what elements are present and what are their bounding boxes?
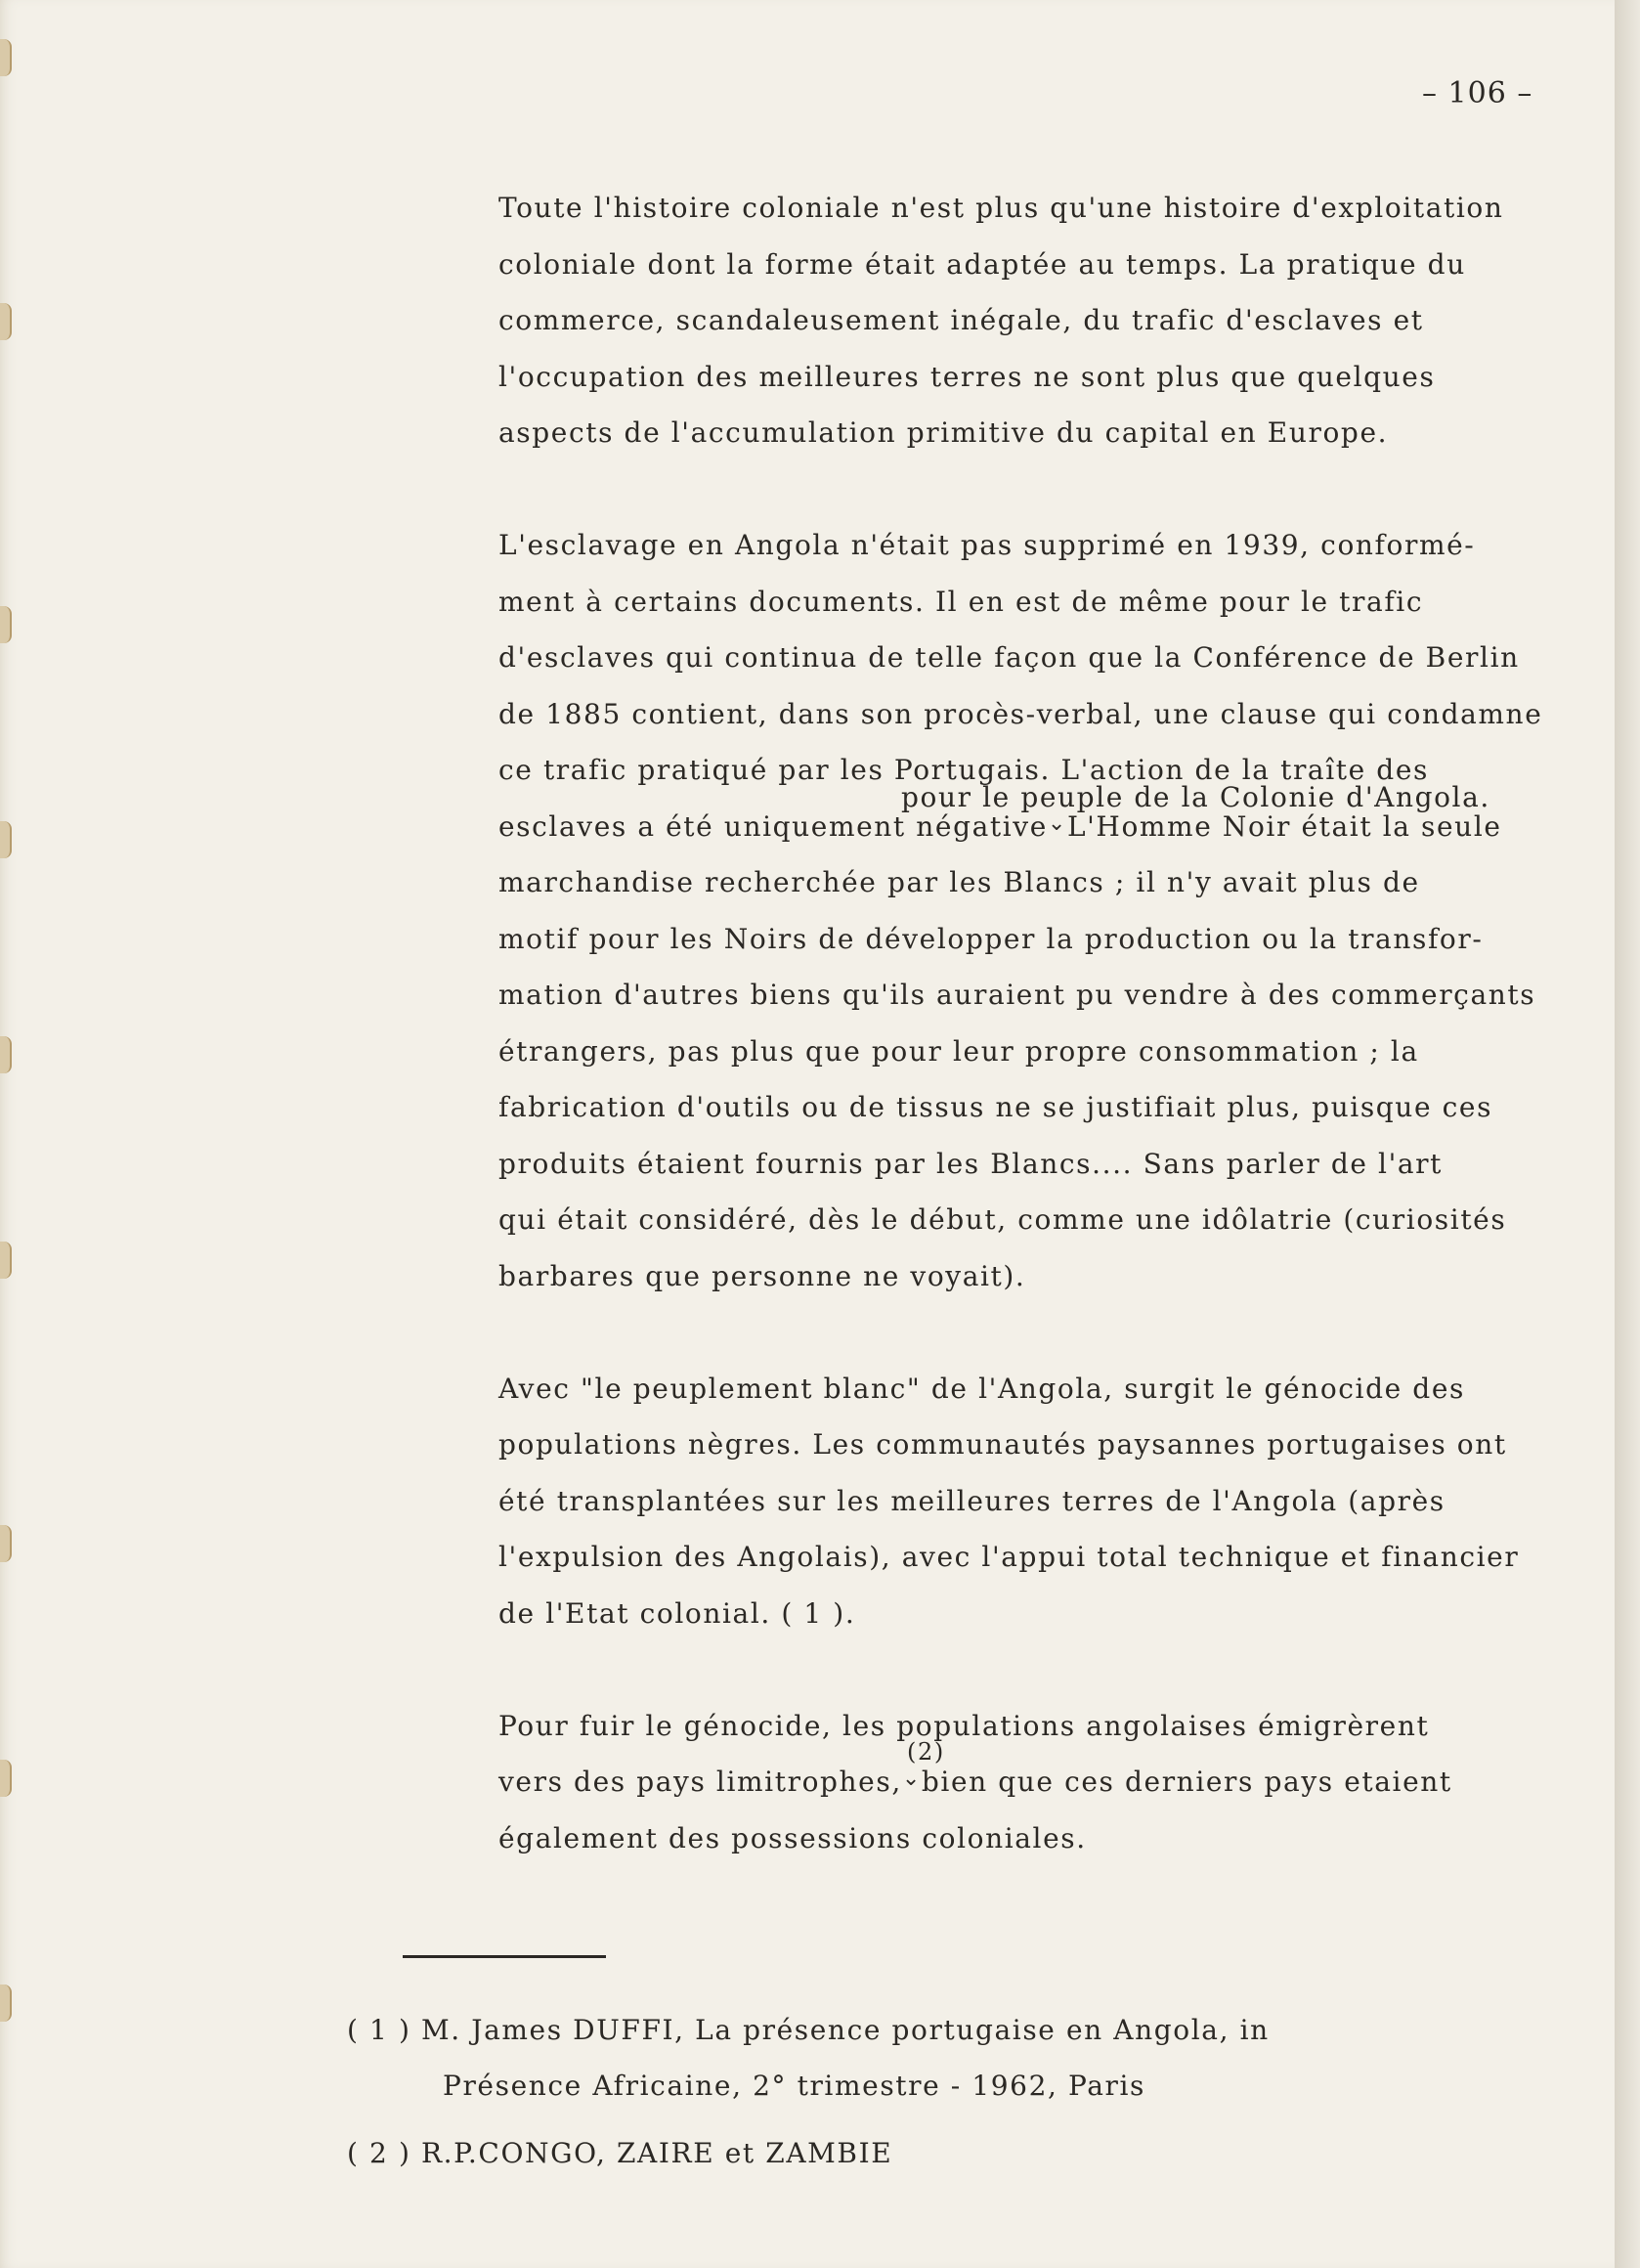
text-line: été transplantées sur les meilleures terres de l'Angola (après xyxy=(498,1484,1446,1517)
text-line: produits étaient fournis par les Blancs.... Sans parler de l'art xyxy=(498,1147,1443,1180)
text-segment: bien que ces derniers pays etaient xyxy=(921,1766,1452,1798)
footnote-marker: ( 2 ) xyxy=(347,2137,411,2169)
binding-hole-mark xyxy=(0,606,12,643)
text-line: étrangers, pas plus que pour leur propre consommation ; la xyxy=(498,1034,1419,1068)
text-line: motif pour les Noirs de développer la production ou la transfor- xyxy=(498,922,1484,955)
handwritten-insertion: pour le peuple de la Colonie d'Angola. xyxy=(901,780,1490,813)
binding-hole-mark xyxy=(0,1242,12,1279)
footnote-separator xyxy=(403,1955,606,1958)
footnote-insertion-mark: (2) xyxy=(907,1738,945,1766)
footnotes xyxy=(347,2002,1520,2181)
footnote-marker: ( 1 ) xyxy=(347,2014,411,2046)
text-line-with-insertion xyxy=(498,1738,1603,1810)
text-line: qui était considéré, dès le début, comme une idôlatrie (curiosités xyxy=(498,1203,1507,1236)
text-segment: L'Homme Noir était la seule xyxy=(1066,809,1502,843)
text-line: Avec "le peuplement blanc" de l'Angola, surgit le génocide des xyxy=(498,1372,1465,1405)
text-line: commerce, scandaleusement inégale, du trafic d'esclaves et xyxy=(498,304,1424,336)
text-line: de l'Etat colonial. ( 1 ). xyxy=(498,1596,856,1630)
text-line: Toute l'histoire coloniale n'est plus qu'une histoire d'exploitation xyxy=(498,192,1504,224)
paragraph-3 xyxy=(498,1361,1603,1642)
binding-hole-mark xyxy=(0,1984,12,2022)
text-line: populations nègres. Les communautés paysannes portugaises ont xyxy=(498,1428,1507,1461)
binding-hole-mark xyxy=(0,1760,12,1797)
footnote-1-continued: Présence Africaine, 2° trimestre - 1962, Paris xyxy=(443,2070,1145,2102)
text-segment: vers des pays limitrophes, xyxy=(498,1766,902,1798)
binding-hole-mark xyxy=(0,1036,12,1073)
text-line: l'occupation des meilleures terres ne sont plus que quelques xyxy=(498,360,1436,393)
text-line: marchandise recherchée par les Blancs ; il n'y avait plus de xyxy=(498,866,1420,898)
footnote-1 xyxy=(347,2002,1520,2058)
paragraph-1 xyxy=(498,180,1603,461)
page-edge-shadow xyxy=(1615,0,1640,2268)
text-line: fabrication d'outils ou de tissus ne se justifiait plus, puisque ces xyxy=(498,1091,1493,1123)
footnote-text: R.P.CONGO, ZAIRE et ZAMBIE xyxy=(420,2137,893,2169)
text-line: l'expulsion des Angolais), avec l'appui total technique et financier xyxy=(498,1541,1520,1573)
text-line: coloniale dont la forme était adaptée au temps. La pratique du xyxy=(498,247,1466,281)
text-line-with-insertion xyxy=(498,780,1603,855)
page-number: – 106 – xyxy=(1422,76,1533,110)
text-line: aspects de l'accumulation primitive du capital en Europe. xyxy=(498,416,1389,449)
text-segment: esclaves a été uniquement négative xyxy=(498,809,1048,843)
body-text xyxy=(498,180,1603,1866)
text-line: L'esclavage en Angola n'était pas supprimé en 1939, conformé- xyxy=(498,529,1476,561)
text-line: de 1885 contient, dans son procès-verbal, une clause qui condamne xyxy=(498,697,1543,730)
insertion-caret-icon: ⌄ xyxy=(1047,810,1067,836)
binding-hole-mark xyxy=(0,821,12,858)
footnote-text: M. James DUFFI, La présence portugaise en Angola, in xyxy=(420,2014,1270,2046)
paragraph-4 xyxy=(498,1698,1603,1867)
footnote-2 xyxy=(347,2125,1520,2181)
text-line: ce trafic pratiqué par les Portugais. L'action de la traîte des xyxy=(498,754,1429,786)
binding-hole-mark xyxy=(0,39,12,76)
insertion-caret-icon: ⌄ xyxy=(901,1766,922,1791)
text-line: d'esclaves qui continua de telle façon que la Conférence de Berlin xyxy=(498,641,1520,674)
binding-hole-mark xyxy=(0,303,12,340)
text-line: également des possessions coloniales. xyxy=(498,1821,1087,1854)
text-line: ment à certains documents. Il en est de même pour le trafic xyxy=(498,585,1424,618)
text-line: barbares que personne ne voyait). xyxy=(498,1259,1026,1292)
text-line: Pour fuir le génocide, les populations angolaises émigrèrent xyxy=(498,1709,1430,1742)
binding-hole-mark xyxy=(0,1525,12,1562)
text-line: mation d'autres biens qu'ils auraient pu vendre à des commerçants xyxy=(498,979,1536,1011)
paragraph-2 xyxy=(498,517,1603,1304)
